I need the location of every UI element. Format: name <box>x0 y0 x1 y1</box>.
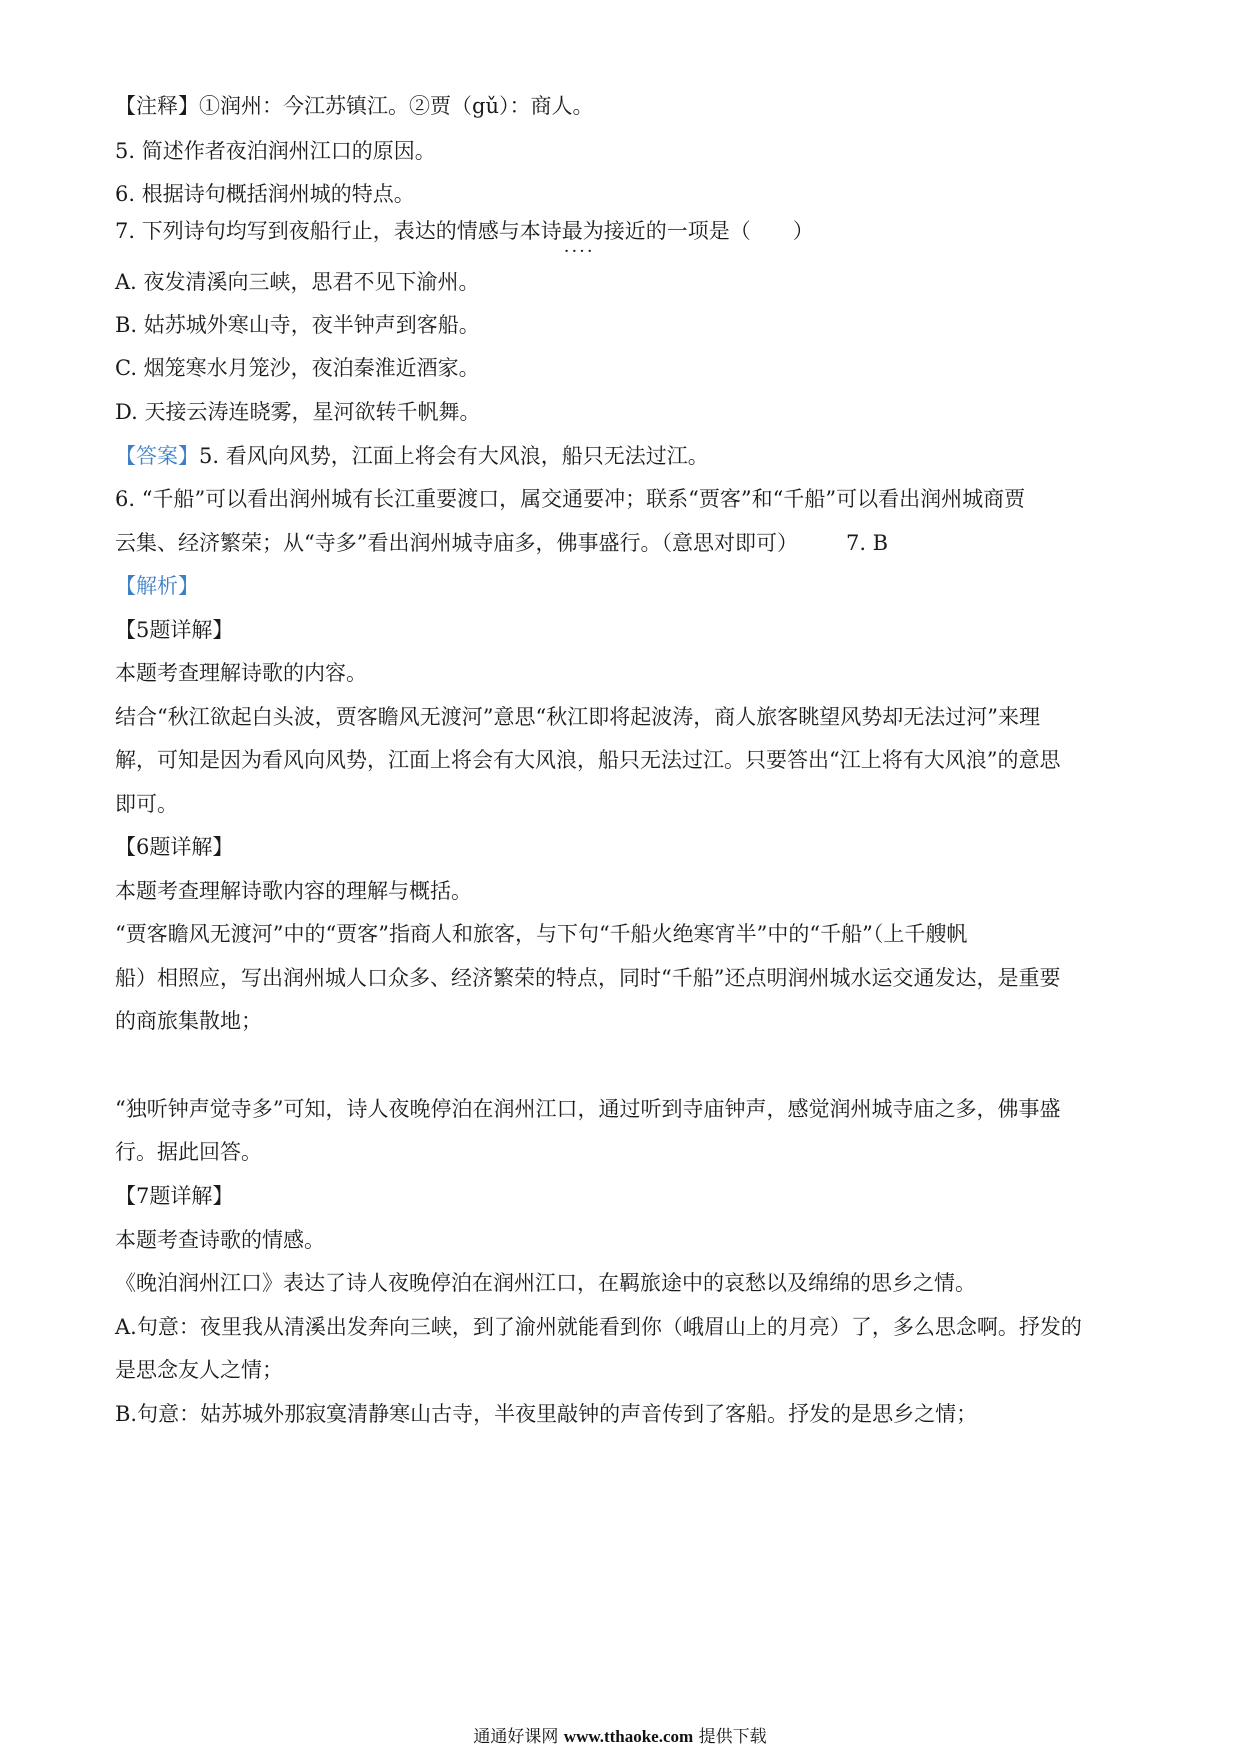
answer-label: 【答案】 <box>115 444 199 468</box>
detail-6-line-5: 行。据此回答。 <box>115 1140 262 1164</box>
analysis-label: 【解析】 <box>115 574 199 598</box>
detail-7-a-line-2: 是思念友人之情； <box>115 1358 283 1382</box>
answer-7: 7. B <box>845 531 889 555</box>
answer-line-5 <box>115 441 1125 471</box>
detail-5-line-3: 即可。 <box>115 792 178 816</box>
detail-6-title: 【6题详解】 <box>115 835 234 859</box>
detail-6-line-2: 船）相照应，写出润州城人口众多、经济繁荣的特点，同时“千船”还点明润州城水运交通发达，是重要 <box>115 966 1061 990</box>
answer-5: 5. 看风向风势，江面上将会有大风浪，船只无法过江。 <box>199 444 709 468</box>
detail-6-intro: 本题考查理解诗歌内容的理解与概括。 <box>115 879 472 903</box>
option-d: D. 天接云涛连晓雾，星河欲转千帆舞。 <box>115 400 481 424</box>
detail-6-line-3: 的商旅集散地； <box>115 1009 262 1033</box>
option-c: C. 烟笼寒水月笼沙，夜泊秦淮近酒家。 <box>115 356 480 380</box>
detail-7-a-line-1: A.句意：夜里我从清溪出发奔向三峡，到了渝州就能看到你（峨眉山上的月亮）了，多么思念啊。抒发的 <box>115 1315 1082 1339</box>
footer-site-name: 通通好课网 <box>473 1727 559 1747</box>
detail-5-intro: 本题考查理解诗歌的内容。 <box>115 661 367 685</box>
question-7 <box>115 216 1125 246</box>
option-a: A. 夜发清溪向三峡，思君不见下渝州。 <box>115 270 480 294</box>
detail-7-intro: 本题考查诗歌的情感。 <box>115 1228 325 1252</box>
footer-suffix: 提供下载 <box>698 1727 767 1747</box>
question-7-emphasis: 最为接近 ···· <box>562 219 646 243</box>
note-line: 【注释】①润州：今江苏镇江。②贾（gǔ）：商人。 <box>115 94 594 118</box>
answer-6-line-1: 6. “千船”可以看出润州城有长江重要渡口，属交通要冲；联系“贾客”和“千船”可以看出润州城商贾 <box>115 487 1026 511</box>
detail-7-title: 【7题详解】 <box>115 1184 234 1208</box>
option-b: B. 姑苏城外寒山寺，夜半钟声到客船。 <box>115 313 480 337</box>
detail-6-line-1: “贾客瞻风无渡河”中的“贾客”指商人和旅客，与下句“千船火绝寒宵半”中的“千船”（上千艘帆 <box>115 922 968 946</box>
answer-6-line-2 <box>115 528 1125 558</box>
detail-7-b: B.句意：姑苏城外那寂寞清静寒山古寺，半夜里敲钟的声音传到了客船。抒发的是思乡之情； <box>115 1402 978 1426</box>
detail-7-summary: 《晚泊润州江口》表达了诗人夜晚停泊在润州江口，在羁旅途中的哀愁以及绵绵的思乡之情。 <box>115 1271 976 1295</box>
detail-5-line-2: 解，可知是因为看风向风势，江面上将会有大风浪，船只无法过江。只要答出“江上将有大风浪”的意思 <box>115 748 1061 772</box>
detail-5-title: 【5题详解】 <box>115 618 234 642</box>
page-footer <box>0 1726 1240 1748</box>
question-6: 6. 根据诗句概括润州城的特点。 <box>115 182 415 206</box>
detail-5-line-1: 结合“秋江欲起白头波，贾客瞻风无渡河”意思“秋江即将起波涛，商人旅客眺望风势却无法过河”来理 <box>115 705 1040 729</box>
detail-6-line-4: “独听钟声觉寺多”可知，诗人夜晚停泊在润州江口，通过听到寺庙钟声，感觉润州城寺庙之多，佛事盛 <box>115 1097 1061 1121</box>
question-7-suffix: 的一项是（ ） <box>645 219 814 243</box>
footer-url[interactable]: www.tthaoke.com <box>563 1727 694 1746</box>
answer-6-line-2-text: 云集、经济繁荣；从“寺多”看出润州城寺庙多，佛事盛行。（意思对即可） <box>115 531 798 555</box>
question-7-prefix: 7. 下列诗句均写到夜船行止，表达的情感与本诗 <box>115 219 562 243</box>
question-5: 5. 简述作者夜泊润州江口的原因。 <box>115 139 436 163</box>
